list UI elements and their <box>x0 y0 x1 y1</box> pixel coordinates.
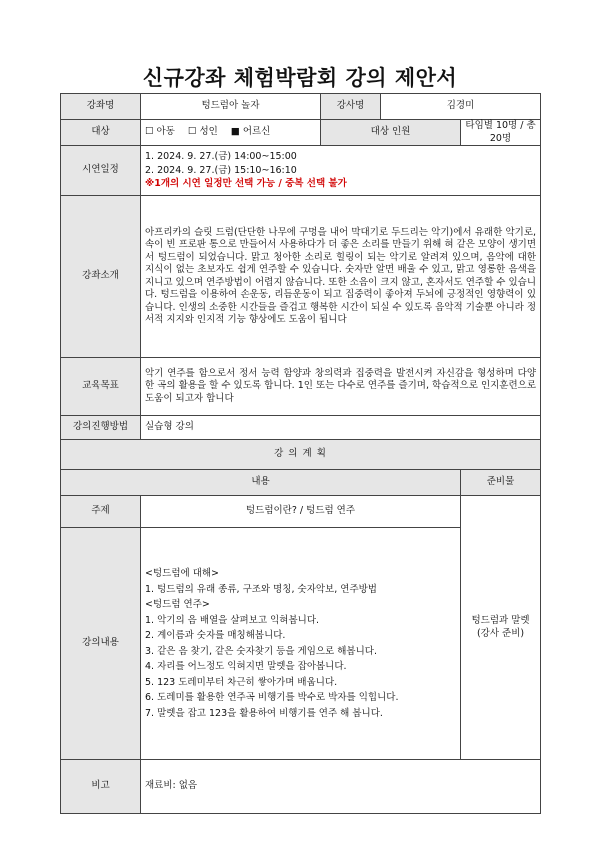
lecture-line: 6. 도레미를 활용한 연주곡 비행기를 박수로 박자를 익힙니다. <box>145 692 399 703</box>
row-method <box>61 416 541 440</box>
instructor-value: 김경미 <box>381 94 541 120</box>
checkbox-icon: ☐ <box>187 126 197 138</box>
goal-text: 악기 연주를 함으로서 정서 능력 함양과 창의력과 집중력을 발전시켜 자신감을 형성하며 다양한 곡의 활용을 할 수 있도록 합니다. 1인 또는 다수로 연주를 즐기며, 학습적으로 인지훈련으로 도움이 되고자 합니다 <box>141 358 541 416</box>
target-option-adult[interactable] <box>188 126 218 139</box>
schedule-item: 1. 2024. 9. 27.(금) 14:00~15:00 <box>145 151 297 163</box>
document-title: 신규강좌 체험박람회 강의 제안서 <box>142 66 458 90</box>
lecture-line: <텅드럼에 대해> <box>145 568 220 579</box>
row-goal <box>61 358 541 416</box>
plan-header: 강 의 계 획 <box>61 440 541 470</box>
course-name-label: 강좌명 <box>61 94 141 120</box>
row-target <box>61 120 541 146</box>
intro-label: 강좌소개 <box>61 196 141 358</box>
row-plan-columns <box>61 470 541 496</box>
materials-header: 준비물 <box>461 470 541 496</box>
target-label: 대상 <box>61 120 141 146</box>
row-plan-header <box>61 440 541 470</box>
target-options <box>141 120 321 146</box>
lecture-line: 3. 같은 음 찾기, 같은 숫자찾기 등을 게임으로 해봅니다. <box>145 645 377 657</box>
goal-label: 교육목표 <box>61 358 141 416</box>
schedule-item: 2. 2024. 9. 27.(금) 15:10~16:10 <box>145 164 297 176</box>
lecture-line: 1. 악기의 음 배열을 살펴보고 익혀봅니다. <box>145 614 320 626</box>
capacity-value: 타임별 10명 / 총 20명 <box>461 120 541 146</box>
row-intro <box>61 196 541 358</box>
lecture-label: 강의내용 <box>61 528 141 760</box>
lecture-line: 2. 계이름과 숫자를 매칭해봅니다. <box>145 630 286 641</box>
schedule-label: 시연일정 <box>61 146 141 196</box>
lecture-line: 5. 123 도레미부터 차근히 쌓아가며 배웁니다. <box>145 676 338 688</box>
course-name-value: 텅드럼아 놀자 <box>141 94 321 120</box>
target-option-label: 어르신 <box>242 126 271 138</box>
target-option-label: 아동 <box>156 126 175 138</box>
schedule-value <box>141 146 541 196</box>
capacity-label: 대상 인원 <box>321 120 461 146</box>
row-topic <box>61 496 541 528</box>
materials-value <box>461 496 541 760</box>
intro-text: 아프리카의 슬릿 드럼(단단한 나무에 구멍을 내어 막대기로 두드리는 악기)에서 유래한 악기로, 속이 빈 프로판 통으로 만들어서 사용하다가 더 좋은 소리를 만들기 위해 혀 같은 모양이 생기면서 텅드럼이 되었습니다. 맑고 청아한 소리로 힐링이 되는 악기로 알려져 있으며, 음악에 대한 지식이 없는 초보자도 쉽게 연주할 수 있습니다. 숫자만 알면 배울 수 있고, 맑고 영롱한 음색을 지니고 있으며 연주방법이 어렵지 않습니다. 또한 소음이 크지 않고, 혼자서도 연주할 수 있습니다. 텅드럼을 이용하여 손운동, 리듬운동이 되고 집중력이 좋아져 두뇌에 긍정적인 영향력이 있습니다. 인생의 소중한 시간들을 즐겁고 행복한 시간이 되실 수 있도록 음악적 기술뿐 아니라 정서적 지지와 인지적 기능 향상에도 도움이 됩니다 <box>141 196 541 358</box>
target-option-label: 성인 <box>199 126 218 138</box>
lecture-line: 4. 자리를 어느정도 익혀지면 말렛을 잡아봅니다. <box>145 661 347 672</box>
lecture-line: 7. 말렛을 잡고 123을 활용하여 비행기를 연주 해 봅니다. <box>145 707 383 719</box>
lecture-content <box>141 528 461 760</box>
remarks-label: 비고 <box>61 760 141 814</box>
lecture-line: 1. 텅드럼의 유래 종류, 구조와 명칭, 숫자악보, 연주방법 <box>145 583 377 595</box>
topic-label: 주제 <box>61 496 141 528</box>
instructor-label: 강사명 <box>321 94 381 120</box>
topic-value: 텅드럼이란? / 텅드럼 연주 <box>141 496 461 528</box>
method-value: 실습형 강의 <box>141 416 541 440</box>
schedule-note: ※1개의 시연 일정만 선택 가능 / 중복 선택 불가 <box>145 178 347 190</box>
target-option-senior[interactable] <box>231 126 271 139</box>
lecture-line: <텅드럼 연주> <box>145 599 210 610</box>
remarks-value: 재료비: 없음 <box>141 760 541 814</box>
row-schedule <box>61 146 541 196</box>
row-course <box>61 94 541 120</box>
row-remarks <box>61 760 541 814</box>
checkbox-checked-icon: ■ <box>230 126 240 138</box>
content-header: 내용 <box>61 470 461 496</box>
checkbox-icon: ☐ <box>145 126 154 138</box>
proposal-form-table <box>60 93 541 814</box>
method-label: 강의진행방법 <box>61 416 141 440</box>
materials-line: (강사 준비) <box>476 627 525 639</box>
materials-line: 텅드럼과 말렛 <box>471 615 530 626</box>
target-option-child[interactable] <box>145 126 175 139</box>
